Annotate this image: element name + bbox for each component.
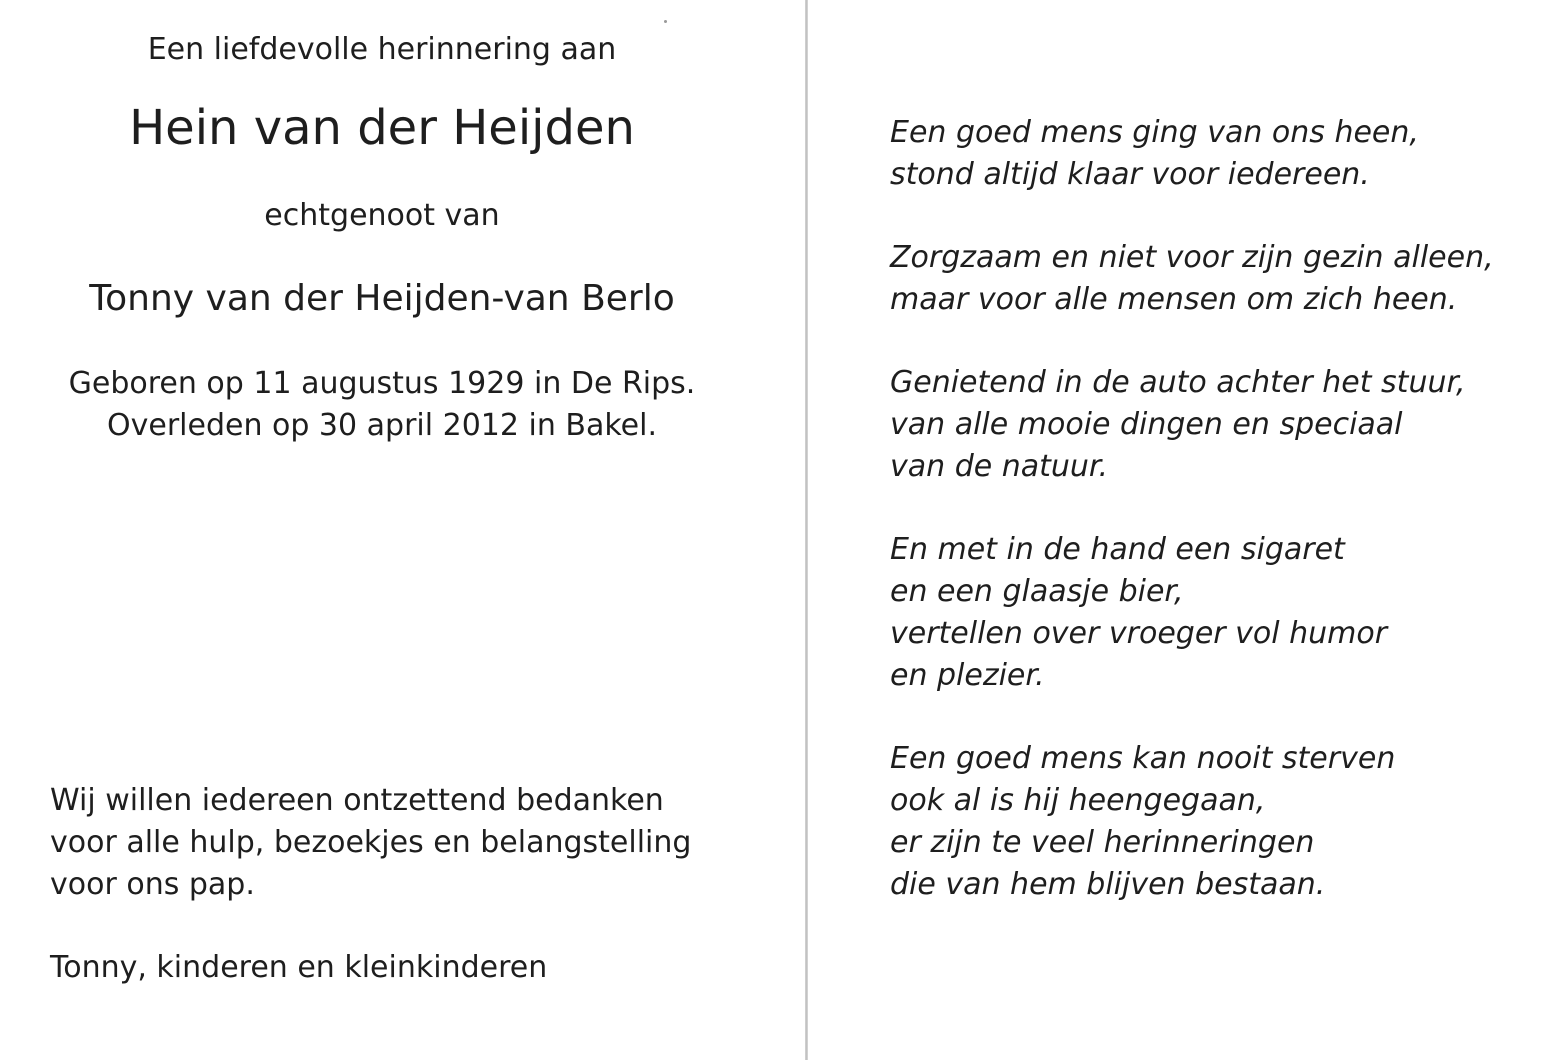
intro-text: Een liefdevolle herinnering aan xyxy=(147,32,617,67)
poem-line: van alle mooie dingen en speciaal xyxy=(890,407,1403,442)
relation-text: echtgenoot van xyxy=(264,198,500,233)
poem-line: die van hem blijven bestaan. xyxy=(890,867,1326,902)
poem-line: er zijn te veel herinneringen xyxy=(890,825,1315,860)
poem-line: Genietend in de auto achter het stuur, xyxy=(890,365,1466,400)
birth-line: Geboren op 11 augustus 1929 in De Rips. xyxy=(68,366,696,401)
poem-line: stond altijd klaar voor iedereen. xyxy=(890,157,1370,192)
thanks-line: voor ons pap. xyxy=(50,867,255,902)
poem-line: en een glaasje bier, xyxy=(890,574,1184,609)
poem-panel xyxy=(890,0,1540,1060)
poem-line: en plezier. xyxy=(890,658,1045,693)
thanks-line: Wij willen iedereen ontzettend bedanken xyxy=(50,783,664,818)
poem-line: vertellen over vroeger vol humor xyxy=(890,616,1388,651)
poem-line: Zorgzaam en niet voor zijn gezin alleen, xyxy=(890,240,1494,275)
death-line: Overleden op 30 april 2012 in Bakel. xyxy=(107,408,657,443)
poem-line: ook al is hij heengegaan, xyxy=(890,783,1266,818)
card-fold-line xyxy=(805,0,808,1060)
spouse-name: Tonny van der Heijden-van Berlo xyxy=(89,278,675,319)
family-signature: Tonny, kinderen en kleinkinderen xyxy=(50,950,548,985)
poem-line: Een goed mens ging van ons heen, xyxy=(890,115,1419,150)
thanks-paragraph xyxy=(50,780,770,906)
poem-line: En met in de hand een sigaret xyxy=(890,532,1345,567)
deceased-name: Hein van der Heijden xyxy=(129,100,635,156)
poem-line: Een goed mens kan nooit sterven xyxy=(890,741,1396,776)
poem-line: van de natuur. xyxy=(890,449,1109,484)
poem-line: maar voor alle mensen om zich heen. xyxy=(890,282,1458,317)
thanks-line: voor alle hulp, bezoekjes en belangstelling xyxy=(50,825,692,860)
